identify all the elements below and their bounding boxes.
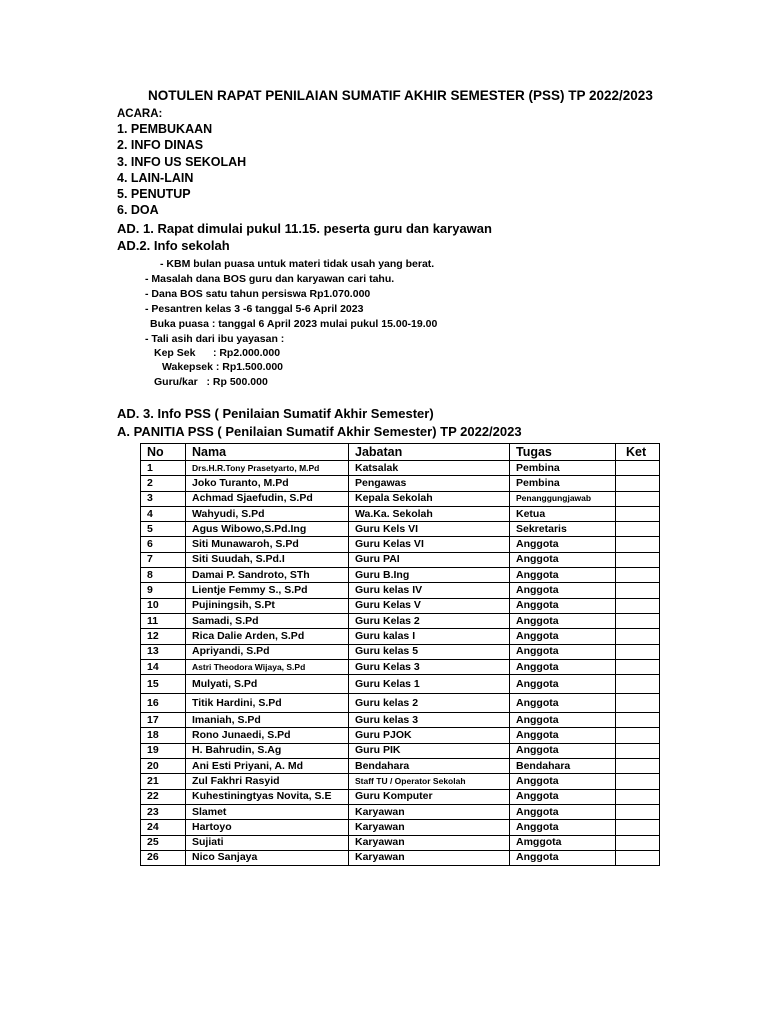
cell-nama: Siti Suudah, S.Pd.I: [186, 552, 349, 567]
cell-nama: Slamet: [186, 804, 349, 819]
table-row: [141, 522, 660, 537]
cell-tugas: Anggota: [510, 659, 616, 674]
cell-no: 10: [141, 598, 186, 613]
table-header-row: [141, 444, 660, 461]
cell-no: 19: [141, 743, 186, 758]
table-row: [141, 491, 660, 506]
cell-nama: Damai P. Sandroto, STh: [186, 568, 349, 583]
cell-nama: Rica Dalie Arden, S.Pd: [186, 629, 349, 644]
cell-nama: Apriyandi, S.Pd: [186, 644, 349, 659]
cell-tugas: Ketua: [510, 506, 616, 521]
cell-ket: [616, 476, 660, 491]
cell-tugas: Amggota: [510, 835, 616, 850]
cell-no: 12: [141, 629, 186, 644]
cell-tugas: Pembina: [510, 476, 616, 491]
info-pesantren: - Pesantren kelas 3 -6 tanggal 5-6 April 2023: [145, 303, 364, 315]
cell-jabatan: Guru kalas I: [349, 629, 510, 644]
cell-ket: [616, 759, 660, 774]
table-row: [141, 759, 660, 774]
cell-tugas: Anggota: [510, 743, 616, 758]
agenda-item: 5. PENUTUP: [117, 187, 191, 202]
column-header-no: No: [141, 444, 186, 461]
cell-ket: [616, 568, 660, 583]
cell-nama: Joko Turanto, M.Pd: [186, 476, 349, 491]
cell-ket: [616, 461, 660, 476]
cell-jabatan: Staff TU / Operator Sekolah: [349, 774, 510, 789]
cell-jabatan: Guru kelas 3: [349, 713, 510, 728]
table-row: [141, 537, 660, 552]
info-tali-asih: - Tali asih dari ibu yayasan :: [145, 333, 285, 345]
cell-no: 14: [141, 659, 186, 674]
info-kepsek: Kep Sek : Rp2.000.000: [154, 347, 281, 359]
cell-jabatan: Guru PJOK: [349, 728, 510, 743]
cell-tugas: Anggota: [510, 789, 616, 804]
table-row: [141, 675, 660, 694]
table-row: [141, 728, 660, 743]
info-buka-puasa: Buka puasa : tanggal 6 April 2023 mulai pukul 15.00-19.00: [150, 318, 438, 330]
cell-no: 24: [141, 820, 186, 835]
cell-no: 23: [141, 804, 186, 819]
panitia-table: [140, 443, 660, 866]
cell-tugas: Anggota: [510, 613, 616, 628]
cell-ket: [616, 835, 660, 850]
cell-tugas: Anggota: [510, 629, 616, 644]
cell-ket: [616, 804, 660, 819]
cell-no: 9: [141, 583, 186, 598]
cell-tugas: Anggota: [510, 644, 616, 659]
table-row: [141, 476, 660, 491]
cell-no: 26: [141, 850, 186, 865]
cell-ket: [616, 850, 660, 865]
cell-no: 15: [141, 675, 186, 694]
info-gurukar: Guru/kar : Rp 500.000: [154, 376, 268, 388]
cell-tugas: Anggota: [510, 552, 616, 567]
cell-ket: [616, 694, 660, 713]
cell-no: 8: [141, 568, 186, 583]
cell-nama: Kuhestiningtyas Novita, S.E: [186, 789, 349, 804]
cell-nama: Drs.H.R.Tony Prasetyarto, M.Pd: [186, 461, 349, 476]
panitia-title: A. PANITIA PSS ( Penilaian Sumatif Akhir Semester) TP 2022/2023: [117, 424, 522, 439]
table-row: [141, 629, 660, 644]
column-header-jabatan: Jabatan: [349, 444, 510, 461]
cell-tugas: Anggota: [510, 774, 616, 789]
cell-nama: Ani Esti Priyani, A. Md: [186, 759, 349, 774]
cell-tugas: Anggota: [510, 850, 616, 865]
cell-no: 16: [141, 694, 186, 713]
cell-nama: Lientje Femmy S., S.Pd: [186, 583, 349, 598]
cell-no: 6: [141, 537, 186, 552]
cell-nama: Hartoyo: [186, 820, 349, 835]
table-row: [141, 461, 660, 476]
cell-no: 2: [141, 476, 186, 491]
cell-jabatan: Karyawan: [349, 804, 510, 819]
cell-nama: Mulyati, S.Pd: [186, 675, 349, 694]
cell-ket: [616, 491, 660, 506]
cell-ket: [616, 583, 660, 598]
table-row: [141, 506, 660, 521]
cell-no: 13: [141, 644, 186, 659]
cell-tugas: Pembina: [510, 461, 616, 476]
cell-nama: Zul Fakhri Rasyid: [186, 774, 349, 789]
table-row: [141, 659, 660, 674]
cell-no: 5: [141, 522, 186, 537]
agenda-item: 4. LAIN-LAIN: [117, 170, 194, 185]
agenda-item: 6. DOA: [117, 203, 159, 218]
cell-jabatan: Guru PIK: [349, 743, 510, 758]
cell-tugas: Anggota: [510, 537, 616, 552]
cell-tugas: Anggota: [510, 820, 616, 835]
cell-nama: Rono Junaedi, S.Pd: [186, 728, 349, 743]
cell-nama: Samadi, S.Pd: [186, 613, 349, 628]
cell-jabatan: Bendahara: [349, 759, 510, 774]
cell-no: 17: [141, 713, 186, 728]
table-row: [141, 774, 660, 789]
table-row: [141, 713, 660, 728]
cell-no: 18: [141, 728, 186, 743]
cell-tugas: Anggota: [510, 804, 616, 819]
agenda-item: 1. PEMBUKAAN: [117, 122, 213, 136]
cell-ket: [616, 713, 660, 728]
cell-no: 21: [141, 774, 186, 789]
cell-ket: [616, 522, 660, 537]
cell-tugas: Anggota: [510, 728, 616, 743]
cell-jabatan: Guru Kelas 3: [349, 659, 510, 674]
table-row: [141, 613, 660, 628]
cell-nama: Imaniah, S.Pd: [186, 713, 349, 728]
cell-no: 7: [141, 552, 186, 567]
cell-tugas: Anggota: [510, 713, 616, 728]
cell-no: 1: [141, 461, 186, 476]
table-body: [141, 461, 660, 866]
cell-tugas: Sekretaris: [510, 522, 616, 537]
cell-ket: [616, 506, 660, 521]
cell-nama: Nico Sanjaya: [186, 850, 349, 865]
cell-no: 20: [141, 759, 186, 774]
table-row: [141, 820, 660, 835]
cell-tugas: Anggota: [510, 568, 616, 583]
cell-jabatan: Kepala Sekolah: [349, 491, 510, 506]
cell-ket: [616, 743, 660, 758]
cell-jabatan: Pengawas: [349, 476, 510, 491]
info-wakepsek: Wakepsek : Rp1.500.000: [162, 361, 284, 373]
cell-ket: [616, 789, 660, 804]
cell-ket: [616, 675, 660, 694]
cell-tugas: Anggota: [510, 694, 616, 713]
info-bos-dana: - Dana BOS satu tahun persiswa Rp1.070.000: [145, 288, 371, 300]
table-row: [141, 694, 660, 713]
cell-nama: Siti Munawaroh, S.Pd: [186, 537, 349, 552]
table-row: [141, 552, 660, 567]
cell-jabatan: Karyawan: [349, 850, 510, 865]
info-bos-masalah: - Masalah dana BOS guru dan karyawan cari tahu.: [145, 273, 395, 285]
cell-no: 3: [141, 491, 186, 506]
cell-ket: [616, 629, 660, 644]
cell-ket: [616, 552, 660, 567]
cell-ket: [616, 537, 660, 552]
table-row: [141, 583, 660, 598]
table-row: [141, 568, 660, 583]
cell-ket: [616, 728, 660, 743]
cell-nama: Titik Hardini, S.Pd: [186, 694, 349, 713]
cell-jabatan: Guru kelas IV: [349, 583, 510, 598]
cell-nama: Astri Theodora Wijaya, S.Pd: [186, 659, 349, 674]
cell-tugas: Bendahara: [510, 759, 616, 774]
table-row: [141, 804, 660, 819]
cell-jabatan: Guru Kels VI: [349, 522, 510, 537]
cell-nama: Agus Wibowo,S.Pd.Ing: [186, 522, 349, 537]
acara-label: ACARA:: [117, 108, 163, 120]
cell-no: 25: [141, 835, 186, 850]
cell-jabatan: Wa.Ka. Sekolah: [349, 506, 510, 521]
cell-tugas: Anggota: [510, 583, 616, 598]
cell-jabatan: Guru kelas 5: [349, 644, 510, 659]
table-row: [141, 743, 660, 758]
cell-jabatan: Guru kelas 2: [349, 694, 510, 713]
cell-jabatan: Guru Komputer: [349, 789, 510, 804]
cell-nama: H. Bahrudin, S.Ag: [186, 743, 349, 758]
cell-jabatan: Katsalak: [349, 461, 510, 476]
ad1-heading: AD. 1. Rapat dimulai pukul 11.15. peserta guru dan karyawan: [117, 221, 492, 236]
cell-ket: [616, 820, 660, 835]
cell-no: 11: [141, 613, 186, 628]
cell-jabatan: Guru PAI: [349, 552, 510, 567]
agenda-list: [117, 121, 246, 219]
column-header-nama: Nama: [186, 444, 349, 461]
cell-jabatan: Guru B.Ing: [349, 568, 510, 583]
cell-ket: [616, 598, 660, 613]
column-header-tugas: Tugas: [510, 444, 616, 461]
agenda-item: 2. INFO DINAS: [117, 138, 204, 153]
table-row: [141, 835, 660, 850]
table-row: [141, 789, 660, 804]
info-kbm: - KBM bulan puasa untuk materi tidak usah yang berat.: [160, 258, 435, 270]
table-row: [141, 644, 660, 659]
ad2-heading: AD.2. Info sekolah: [117, 238, 230, 253]
table-row: [141, 850, 660, 865]
cell-jabatan: Guru Kelas V: [349, 598, 510, 613]
cell-tugas: Anggota: [510, 598, 616, 613]
cell-nama: Sujiati: [186, 835, 349, 850]
table-row: [141, 598, 660, 613]
cell-nama: Pujiningsih, S.Pt: [186, 598, 349, 613]
cell-ket: [616, 659, 660, 674]
cell-no: 22: [141, 789, 186, 804]
cell-ket: [616, 613, 660, 628]
column-header-ket: Ket: [616, 444, 660, 461]
cell-nama: Wahyudi, S.Pd: [186, 506, 349, 521]
cell-tugas: Penanggungjawab: [510, 491, 616, 506]
cell-jabatan: Guru Kelas VI: [349, 537, 510, 552]
agenda-item: 3. INFO US SEKOLAH: [117, 154, 247, 169]
page-title: NOTULEN RAPAT PENILAIAN SUMATIF AKHIR SEMESTER (PSS) TP 2022/2023: [148, 88, 653, 103]
cell-jabatan: Karyawan: [349, 835, 510, 850]
cell-nama: Achmad Sjaefudin, S.Pd: [186, 491, 349, 506]
ad3-heading: AD. 3. Info PSS ( Penilaian Sumatif Akhir Semester): [117, 406, 434, 421]
cell-ket: [616, 774, 660, 789]
cell-jabatan: Karyawan: [349, 820, 510, 835]
cell-tugas: Anggota: [510, 675, 616, 694]
cell-no: 4: [141, 506, 186, 521]
cell-jabatan: Guru Kelas 1: [349, 675, 510, 694]
cell-ket: [616, 644, 660, 659]
cell-jabatan: Guru Kelas 2: [349, 613, 510, 628]
